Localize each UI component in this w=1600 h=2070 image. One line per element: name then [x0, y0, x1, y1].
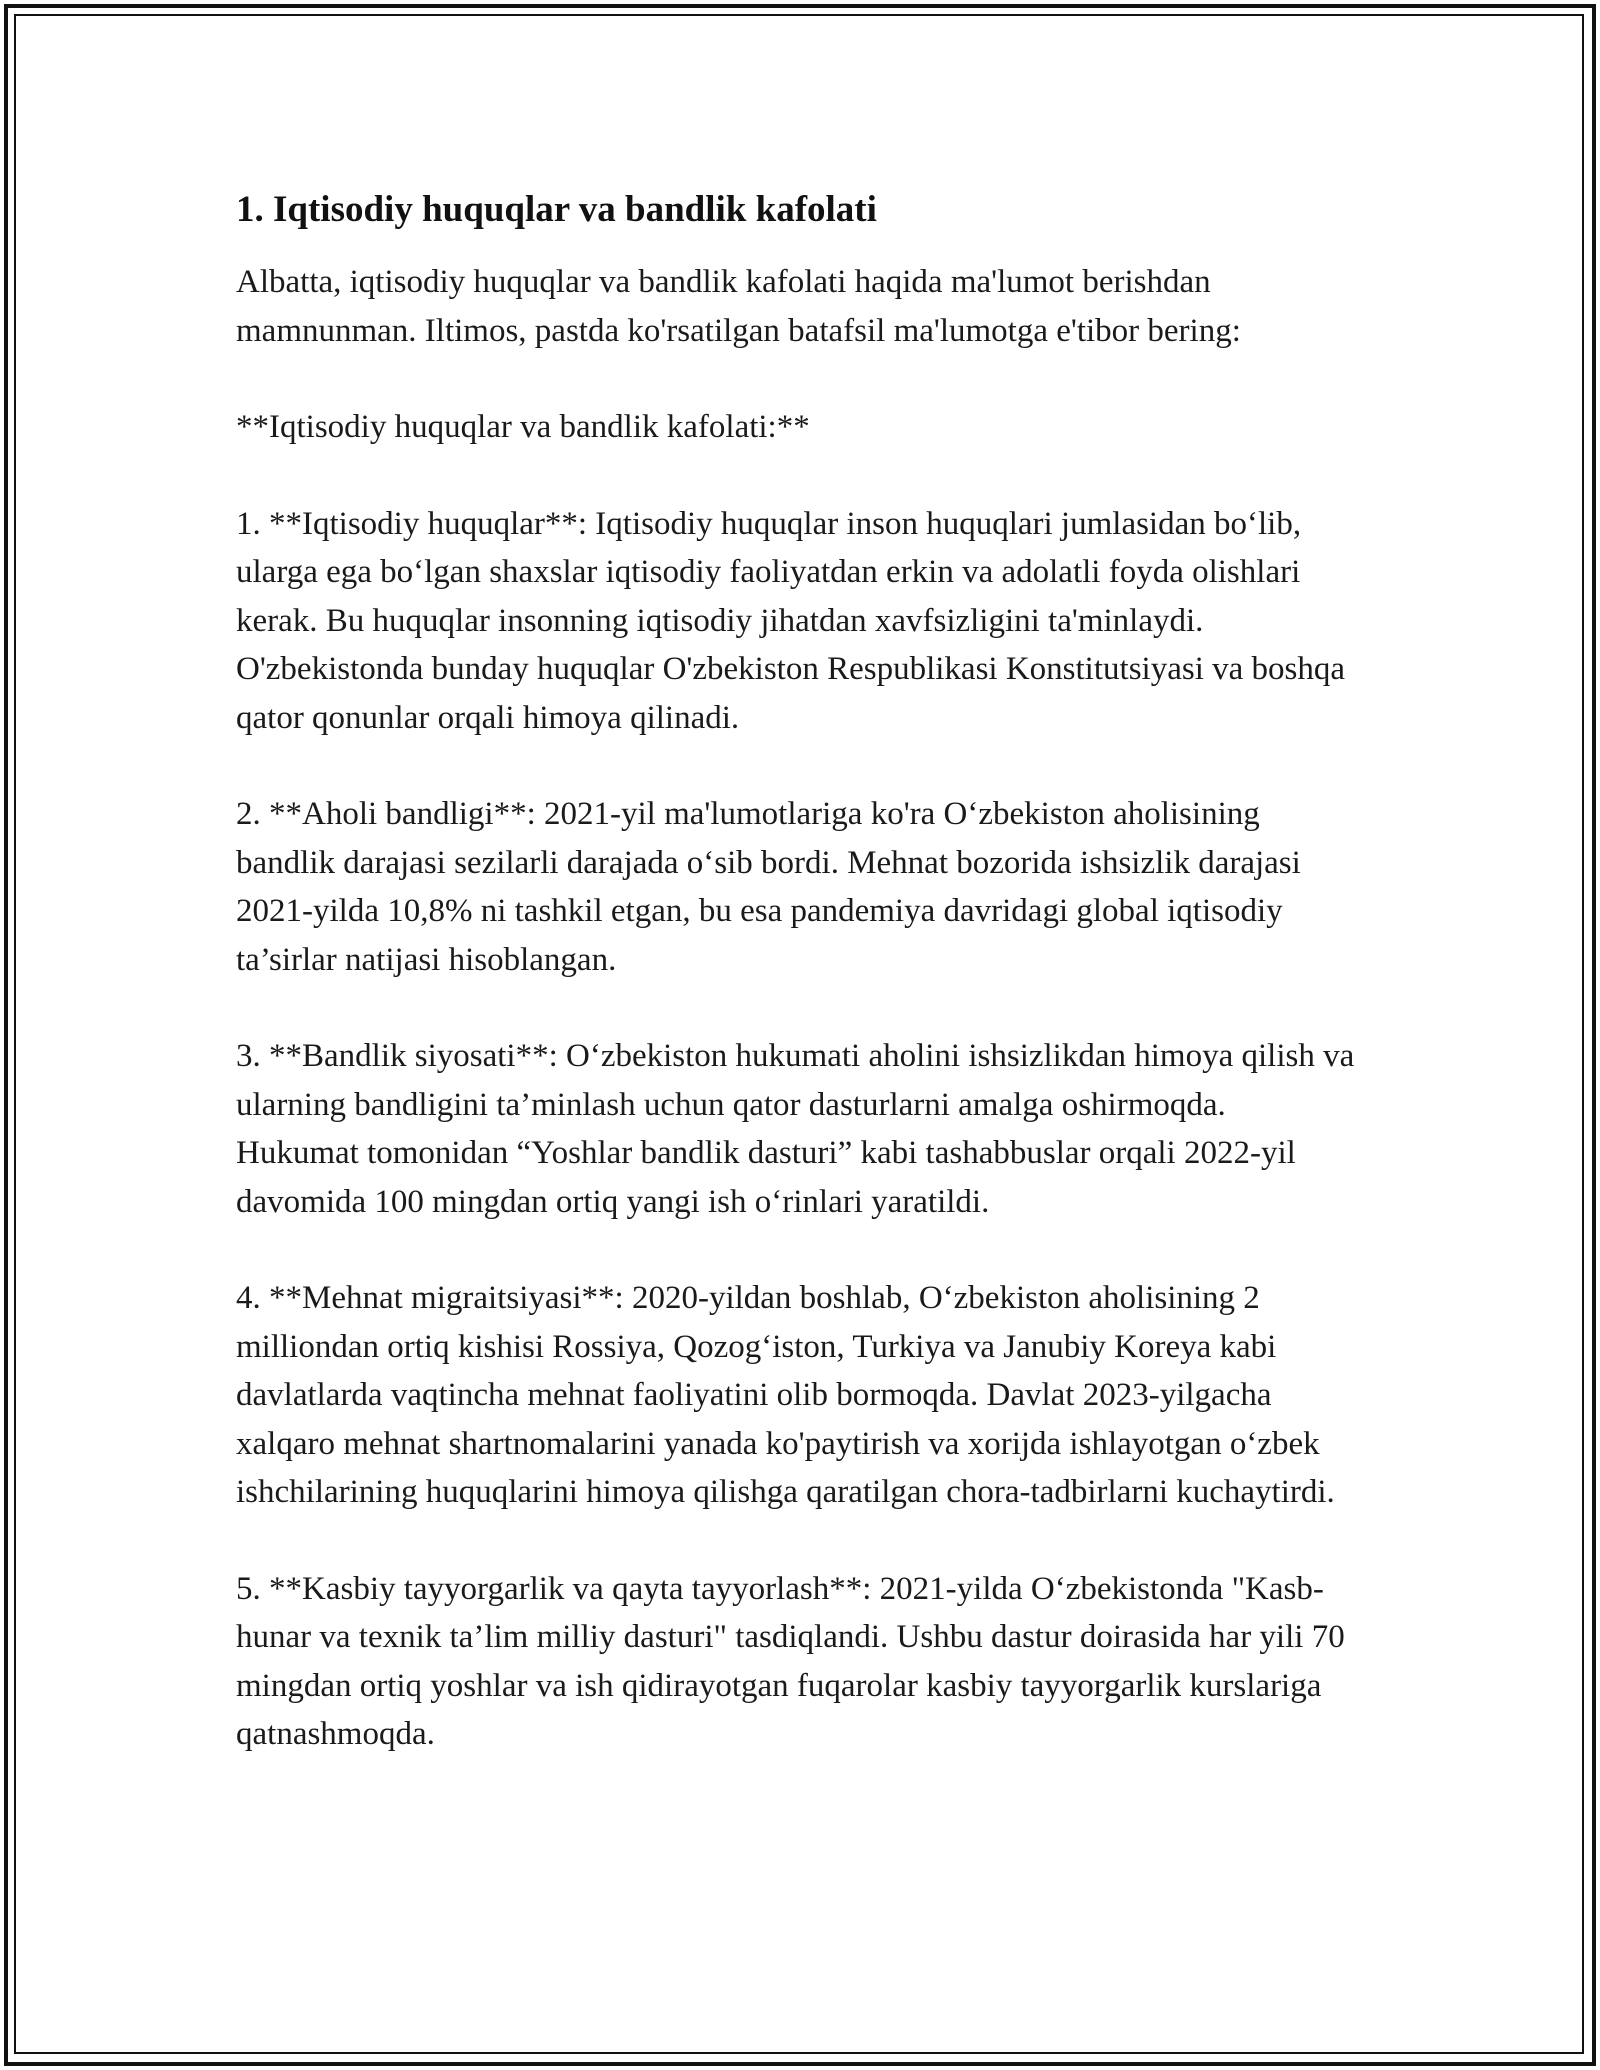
list-item: 5. **Kasbiy tayyorgarlik va qayta tayyorlash**: 2021-yilda O‘zbekistonda "Kasb-hunar va texnik ta’lim milliy dasturi" tasdiqlandi. Ushbu dastur doirasida har yili 70 mingdan ortiq yoshlar va ish qidirayotgan fuqarolar kasbiy tayyorgarlik kurslariga qatnashmoqda. [236, 1570, 1345, 1752]
document-body [236, 186, 1356, 1807]
list-item: 1. **Iqtisodiy huquqlar**: Iqtisodiy huquqlar inson huquqlari jumlasidan bo‘lib, ularga ega bo‘lgan shaxslar iqtisodiy faoliyatdan erkin va adolatli foyda olishlari kerak. Bu huquqlar insonning iqtisodiy jihatdan xavfsizligini ta'minlaydi. O'zbekistonda bunday huquqlar O'zbekiston Respublikasi Konstitutsiyasi va boshqa qator qonunlar orqali himoya qilinadi. [236, 505, 1345, 736]
list-item: 3. **Bandlik siyosati**: O‘zbekiston hukumati aholini ishsizlikdan himoya qilish va ularning bandligini ta’minlash uchun qator dasturlarni amalga oshirmoqda. Hukumat tomonidan “Yoshlar bandlik dasturi” kabi tashabbuslar orqali 2022-yil davomida 100 mingdan ortiq yangi ish o‘rinlari yaratildi. [236, 1038, 1355, 1220]
intro-paragraph: Albatta, iqtisodiy huquqlar va bandlik kafolati haqida ma'lumot berishdan mamnunman. Iltimos, pastda ko'rsatilgan batafsil ma'lumotga e'tibor bering: [236, 264, 1241, 349]
section-heading: **Iqtisodiy huquqlar va bandlik kafolati:** [236, 409, 810, 445]
list-item: 4. **Mehnat migraitsiyasi**: 2020-yildan boshlab, O‘zbekiston aholisining 2 milliondan ortiq kishisi Rossiya, Qozog‘iston, Turkiya va Janubiy Koreya kabi davlatlarda vaqtincha mehnat faoliyatini olib bormoqda. Davlat 2023-yilgacha xalqaro mehnat shartnomalarini yanada ko'paytirish va xorijda ishlayotgan o‘zbek ishchilarining huquqlarini himoya qilishga qaratilgan chora-tadbirlarni kuchaytirdi. [236, 1280, 1335, 1510]
document-title: 1. Iqtisodiy huquqlar va bandlik kafolati [236, 189, 877, 230]
list-item: 2. **Aholi bandligi**: 2021-yil ma'lumotlariga ko'ra O‘zbekiston aholisining bandlik darajasi sezilarli darajada o‘sib bordi. Mehnat bozorida ishsizlik darajasi 2021-yilda 10,8% ni tashkil etgan, bu esa pandemiya davridagi global iqtisodiy ta’sirlar natijasi hisoblangan. [236, 796, 1301, 978]
